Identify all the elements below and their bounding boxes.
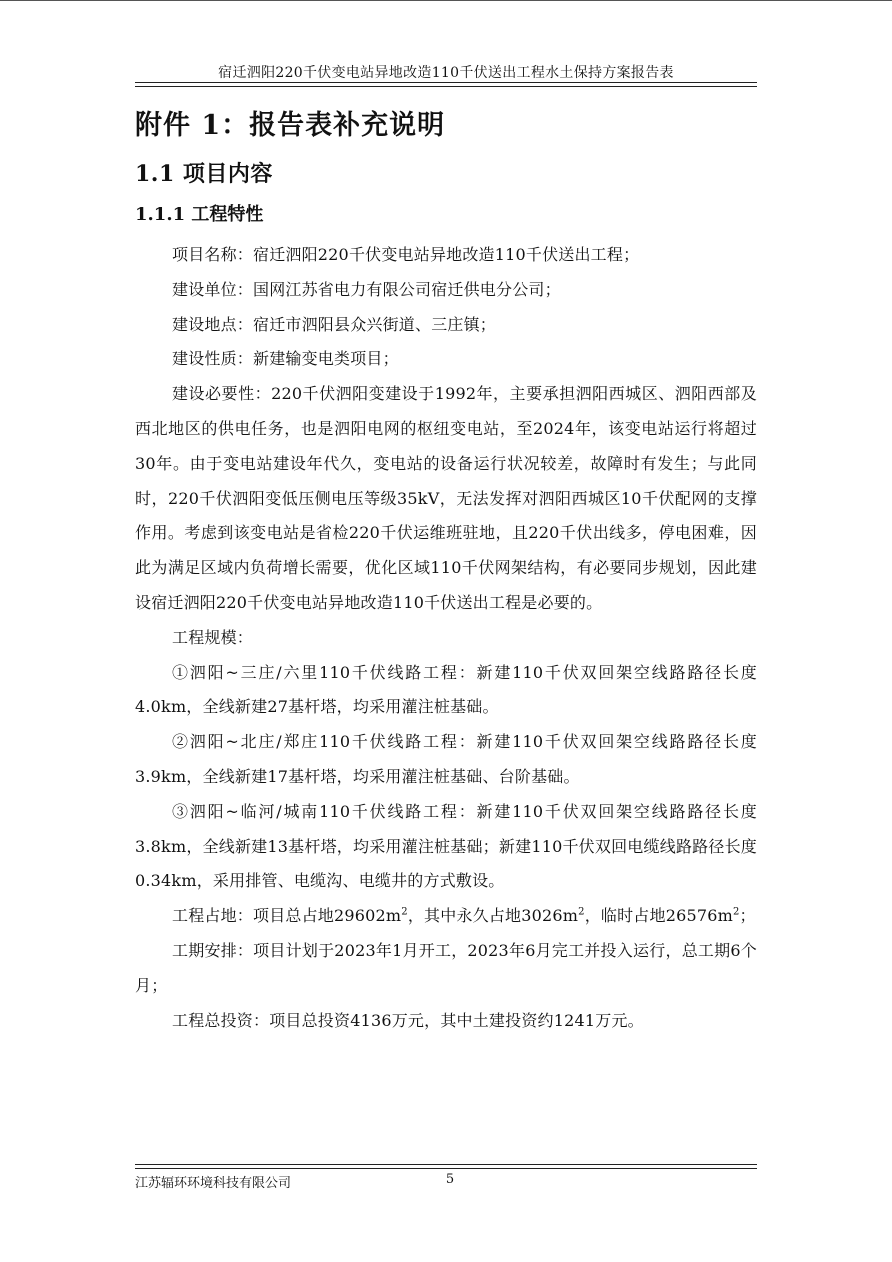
superscript-2: 2	[401, 906, 408, 918]
running-header: 宿迁泗阳220千伏变电站异地改造110千伏送出工程水土保持方案报告表	[218, 65, 674, 81]
paragraph-project-name: 项目名称：宿迁泗阳220千伏变电站异地改造110千伏送出工程；	[172, 245, 640, 264]
paragraph-construction-site: 建设地点：宿迁市泗阳县众兴街道、三庄镇；	[172, 314, 497, 334]
paragraph-construction-nature: 建设性质：新建输变电类项目；	[172, 349, 399, 369]
footer-rule	[135, 1164, 757, 1169]
paragraph-construction-unit: 建设单位：国网江苏省电力有限公司宿迁供电分公司；	[172, 279, 561, 299]
paragraph-scale: 工程规模：	[172, 627, 254, 647]
paragraph-schedule: 工期安排：项目计划于2023年1月开工，2023年6月完工并投入运行，总工期6个月；	[135, 940, 757, 995]
paragraph-land-use	[135, 899, 757, 934]
land-text-2: ，其中永久占地3026m	[407, 906, 579, 926]
paragraph-line-3: ③泗阳~临河/城南110千伏线路工程：新建110千伏双回架空线路路径长度3.8km，全线新建13基杆塔，均采用灌注桩基础；新建110千伏双回电缆线路路径长度0.34km，采用排管、电缆沟、电缆井的方式敷设。	[135, 801, 757, 891]
superscript-2: 2	[578, 906, 585, 918]
land-text-4: ；	[739, 906, 756, 926]
section-heading-project-content: 1.1 项目内容	[135, 161, 273, 187]
paragraph-necessity: 建设必要性：220千伏泗阳变建设于1992年，主要承担泗阳西城区、泗阳西部及西北地区的供电任务，也是泗阳电网的枢纽变电站，至2024年，该变电站运行将超过30年。由于变电站建设年代久，变电站的设备运行状况较差，故障时有发生；与此同时，220千伏泗阳变低压侧电压等级35kV，无法发挥对泗阳西城区10千伏配网的支撑作用。考虑到该变电站是省检220千伏运维班驻地，且220千伏出线多，停电困难，因此为满足区域内负荷增长需要，优化区域110千伏网架结构，有必要同步规划，因此建设宿迁泗阳220千伏变电站异地改造110千伏送出工程是必要的。	[135, 384, 757, 612]
land-text-3: ，临时占地26576m	[584, 906, 733, 926]
page-top-border	[0, 0, 892, 5]
page-content	[135, 106, 757, 1038]
paragraph-investment: 工程总投资：项目总投资4136万元，其中土建投资约1241万元。	[172, 1010, 644, 1030]
section-heading-appendix: 附件 1：报告表补充说明	[135, 110, 446, 141]
paragraph-line-2: ②泗阳~北庄/郑庄110千伏线路工程：新建110千伏双回架空线路路径长度3.9km，全线新建17基杆塔，均采用灌注桩基础、台阶基础。	[135, 732, 757, 786]
page-number: 5	[445, 1172, 455, 1187]
header-rule	[135, 82, 757, 87]
section-heading-engineering-features: 1.1.1 工程特性	[135, 204, 264, 225]
paragraph-line-1: ①泗阳~三庄/六里110千伏线路工程：新建110千伏双回架空线路路径长度4.0km，全线新建27基杆塔，均采用灌注桩基础。	[135, 662, 757, 717]
land-text-1: 工程占地：项目总占地29602m	[172, 906, 402, 926]
superscript-2: 2	[732, 906, 740, 918]
footer-company: 江苏辐环环境科技有限公司	[135, 1176, 292, 1191]
